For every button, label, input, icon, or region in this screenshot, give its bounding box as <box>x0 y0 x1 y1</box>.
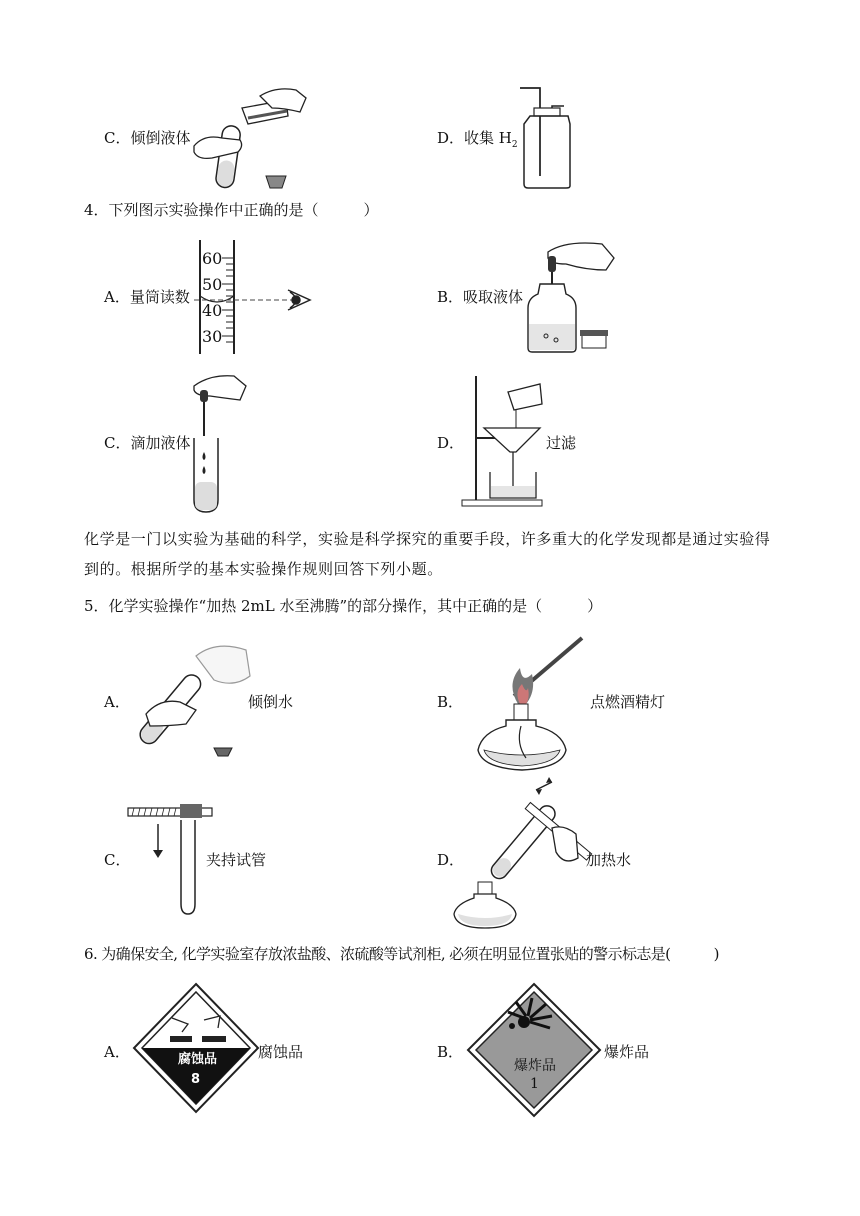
q4-option-d-text: 过滤 <box>546 434 577 452</box>
q5-option-b-text: 点燃酒精灯 <box>590 693 666 711</box>
intro-passage: 化学是一门以实验为基础的科学，实验是科学探究的重要手段，许多重大的化学发现都是通过实验得到的。根据所学的基本实验操作规则回答下列小题。 <box>84 530 771 578</box>
explosive-hazard-sign-icon <box>466 982 602 1118</box>
q5-option-a-label: A． <box>104 693 130 711</box>
test-tube-holder-illustration <box>126 800 216 916</box>
option-d-label <box>437 128 518 155</box>
q4-option-a-label: A．量筒读数 <box>104 288 190 306</box>
option-d-subscript: 2 <box>511 140 518 150</box>
filtration-illustration <box>460 374 544 508</box>
q4-option-b-label: B．吸取液体 <box>437 288 524 306</box>
adding-liquid-dropper-illustration <box>190 372 260 514</box>
cylinder-tick-30: 30 <box>202 327 223 346</box>
q5-option-c-label: C． <box>104 851 131 869</box>
cylinder-ticks <box>202 246 222 350</box>
q5-option-a-text: 倾倒水 <box>248 693 294 711</box>
pouring-liquid-illustration <box>192 86 312 194</box>
question-6-stem: 6. 为确保安全, 化学实验室存放浓盐酸、浓硫酸等试剂柜, 必须在明显位置张贴的警示标志是( ) <box>84 945 719 963</box>
cylinder-tick-60: 60 <box>202 249 223 268</box>
gas-collection-bottle-illustration <box>516 84 576 192</box>
explosive-sign-number: 1 <box>530 1076 539 1092</box>
option-c-label: C．倾倒液体 <box>104 129 191 147</box>
heating-water-illustration <box>460 786 590 930</box>
q5-option-c-text: 夹持试管 <box>206 851 267 869</box>
lighting-alcohol-lamp-illustration <box>470 634 590 776</box>
corrosive-sign-text: 腐蚀品 <box>178 1052 218 1067</box>
q6-option-b-label: B． <box>437 1043 464 1061</box>
option-d-label-main: D．收集 H <box>437 129 512 147</box>
corrosive-hazard-sign-icon <box>132 982 260 1114</box>
drawing-liquid-dropper-illustration <box>526 240 618 356</box>
q5-option-d-text: 加热水 <box>586 851 632 869</box>
cylinder-tick-40: 40 <box>202 301 223 320</box>
q5-option-d-label: D． <box>437 851 465 869</box>
question-5-stem: 5．化学实验操作“加热 2mL 水至沸腾”的部分操作，其中正确的是（ ） <box>84 597 603 615</box>
q6-option-a-label: A． <box>104 1043 130 1061</box>
q4-option-c-label: C．滴加液体 <box>104 434 191 452</box>
question-4-stem: 4．下列图示实验操作中正确的是（ ） <box>84 201 379 219</box>
q4-option-d-label: D． <box>437 434 465 452</box>
pouring-water-illustration <box>126 636 256 756</box>
explosive-sign-text: 爆炸品 <box>514 1058 556 1074</box>
q6-option-b-text: 爆炸品 <box>604 1043 650 1061</box>
q5-option-b-label: B． <box>437 693 464 711</box>
q6-option-a-text: 腐蚀品 <box>258 1043 304 1061</box>
corrosive-sign-number: 8 <box>191 1072 201 1087</box>
cylinder-tick-50: 50 <box>202 275 223 294</box>
